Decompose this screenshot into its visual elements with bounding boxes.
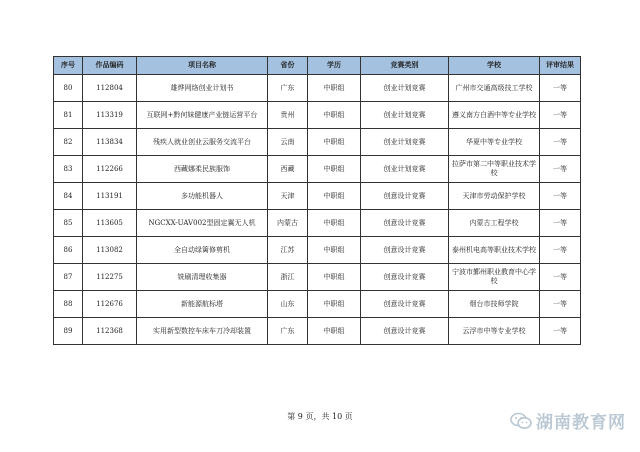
cell-index: 87 — [54, 264, 83, 291]
cell-project: 新能源航标塔 — [137, 291, 268, 318]
header-code: 作品编码 — [83, 57, 137, 75]
header-province: 省份 — [268, 57, 308, 75]
cell-project: 实用新型数控车床车刀冷却装置 — [137, 318, 268, 345]
cell-code: 112676 — [83, 291, 137, 318]
cell-category: 创意设计竞赛 — [361, 318, 449, 345]
watermark-text: 湖南教育网 — [536, 413, 626, 433]
cell-code: 113082 — [83, 237, 137, 264]
cell-index: 88 — [54, 291, 83, 318]
cell-index: 82 — [54, 129, 83, 156]
cell-code: 113605 — [83, 210, 137, 237]
cell-result: 一等 — [540, 102, 581, 129]
cell-result: 一等 — [540, 156, 581, 183]
cell-project: 残疾人就业创业云服务交流平台 — [137, 129, 268, 156]
cell-index: 84 — [54, 183, 83, 210]
cell-index: 89 — [54, 318, 83, 345]
table-row — [54, 156, 581, 183]
cell-level: 中职组 — [308, 102, 361, 129]
cell-school: 华夏中等专业学校 — [449, 129, 540, 156]
cell-province: 浙江 — [268, 264, 308, 291]
cell-category: 创业计划竞赛 — [361, 156, 449, 183]
cell-level: 中职组 — [308, 291, 361, 318]
cell-category: 创意设计竞赛 — [361, 210, 449, 237]
cell-school: 泰州机电高等职业技术学校 — [449, 237, 540, 264]
cell-school: 遵义南方白酒中等专业学校 — [449, 102, 540, 129]
cell-index: 85 — [54, 210, 83, 237]
table-header-row — [54, 57, 581, 75]
cell-province: 云南 — [268, 129, 308, 156]
cell-code: 113834 — [83, 129, 137, 156]
cell-project: 多功能机器人 — [137, 183, 268, 210]
cell-level: 中职组 — [308, 210, 361, 237]
cell-result: 一等 — [540, 318, 581, 345]
header-category: 竞赛类别 — [361, 57, 449, 75]
cell-school: 拉萨市第二中等职业技术学校 — [449, 156, 540, 183]
table-row — [54, 291, 581, 318]
table-row — [54, 237, 581, 264]
cell-province: 天津 — [268, 183, 308, 210]
cell-school: 宁波市鄞州职业教育中心学校 — [449, 264, 540, 291]
header-result: 评审结果 — [540, 57, 581, 75]
cell-result: 一等 — [540, 183, 581, 210]
cell-category: 创意设计竞赛 — [361, 183, 449, 210]
cell-index: 80 — [54, 75, 83, 102]
cell-province: 内蒙古 — [268, 210, 308, 237]
header-school: 学校 — [449, 57, 540, 75]
cell-category: 创业计划竞赛 — [361, 102, 449, 129]
cell-province: 山东 — [268, 291, 308, 318]
wechat-icon — [510, 412, 532, 430]
cell-result: 一等 — [540, 129, 581, 156]
header-level: 学历 — [308, 57, 361, 75]
cell-project: 铣刷清理收集器 — [137, 264, 268, 291]
cell-school: 广州市交通高级技工学校 — [449, 75, 540, 102]
cell-province: 西藏 — [268, 156, 308, 183]
cell-level: 中职组 — [308, 75, 361, 102]
cell-project: 雄烨网络创业计划书 — [137, 75, 268, 102]
cell-project: 互联网+黔何妹健康产业链运营平台 — [137, 102, 268, 129]
cell-level: 中职组 — [308, 183, 361, 210]
cell-category: 创业计划竞赛 — [361, 75, 449, 102]
cell-result: 一等 — [540, 210, 581, 237]
cell-code: 113191 — [83, 183, 137, 210]
cell-level: 中职组 — [308, 156, 361, 183]
cell-index: 83 — [54, 156, 83, 183]
cell-result: 一等 — [540, 291, 581, 318]
cell-index: 81 — [54, 102, 83, 129]
table-row — [54, 318, 581, 345]
cell-category: 创业计划竞赛 — [361, 129, 449, 156]
watermark — [510, 408, 626, 433]
cell-code: 112266 — [83, 156, 137, 183]
table-row — [54, 75, 581, 102]
cell-project: 西藏娜柔民族服饰 — [137, 156, 268, 183]
cell-school: 烟台市技师学院 — [449, 291, 540, 318]
table-row — [54, 264, 581, 291]
page-number: 第 9 页，共 10 页 — [287, 412, 353, 421]
awards-table — [53, 56, 581, 345]
cell-level: 中职组 — [308, 237, 361, 264]
table-row — [54, 129, 581, 156]
cell-index: 86 — [54, 237, 83, 264]
cell-province: 贵州 — [268, 102, 308, 129]
cell-result: 一等 — [540, 264, 581, 291]
header-index: 序号 — [54, 57, 83, 75]
cell-category: 创意设计竞赛 — [361, 291, 449, 318]
table-row — [54, 102, 581, 129]
cell-level: 中职组 — [308, 318, 361, 345]
cell-school: 天津市劳动保护学校 — [449, 183, 540, 210]
cell-code: 112368 — [83, 318, 137, 345]
cell-project: 全自动绿篱修剪机 — [137, 237, 268, 264]
cell-project: NGCXX-UAV002型固定翼无人机 — [137, 210, 268, 237]
cell-code: 113319 — [83, 102, 137, 129]
cell-category: 创意设计竞赛 — [361, 237, 449, 264]
table-row — [54, 183, 581, 210]
cell-result: 一等 — [540, 237, 581, 264]
cell-school: 云浮市中等专业学校 — [449, 318, 540, 345]
cell-code: 112804 — [83, 75, 137, 102]
cell-result: 一等 — [540, 75, 581, 102]
cell-level: 中职组 — [308, 129, 361, 156]
cell-level: 中职组 — [308, 264, 361, 291]
cell-code: 112275 — [83, 264, 137, 291]
cell-province: 广东 — [268, 75, 308, 102]
cell-province: 江苏 — [268, 237, 308, 264]
table-row — [54, 210, 581, 237]
cell-school: 内蒙古工程学校 — [449, 210, 540, 237]
cell-province: 广东 — [268, 318, 308, 345]
cell-category: 创意设计竞赛 — [361, 264, 449, 291]
header-project: 项目名称 — [137, 57, 268, 75]
